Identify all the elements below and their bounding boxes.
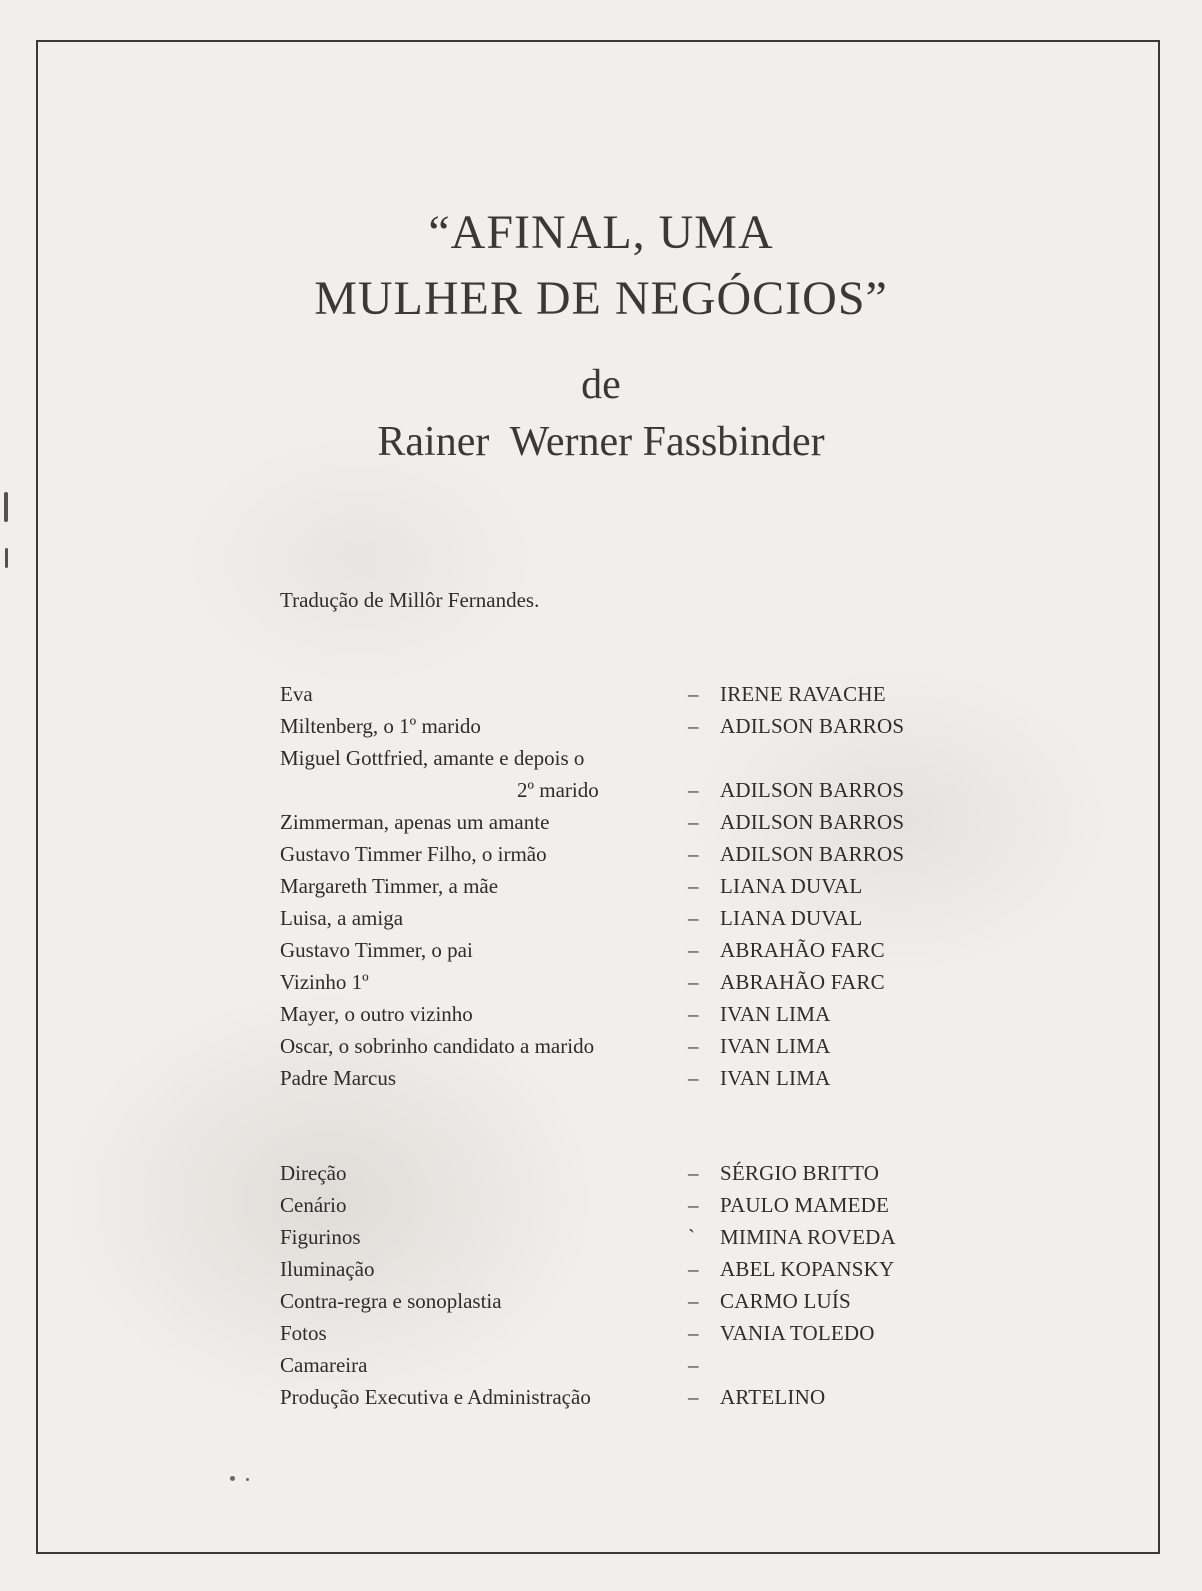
cast-dash: – [688, 874, 699, 898]
cast-actor: ADILSON BARROS [720, 810, 905, 834]
cast-actor: ABRAHÃO FARC [720, 970, 885, 994]
cast-row [280, 1062, 980, 1094]
crew-list [280, 1157, 980, 1413]
cast-role: Mayer, o outro vizinho [280, 1002, 473, 1026]
crew-member: ABEL KOPANSKY [720, 1257, 895, 1281]
cast-row [280, 838, 980, 870]
cast-dash: – [688, 682, 699, 706]
cast-role: Zimmerman, apenas um amante [280, 810, 550, 834]
crew-member: ARTELINO [720, 1385, 826, 1409]
cast-dash: – [688, 714, 699, 738]
crew-role: Fotos [280, 1321, 327, 1345]
cast-role: 2º marido [517, 778, 599, 802]
binding-mark [5, 548, 8, 568]
crew-dash: ` [688, 1225, 695, 1249]
cast-role: Oscar, o sobrinho candidato a marido [280, 1034, 595, 1058]
crew-row [280, 1253, 980, 1285]
crew-role: Contra-regra e sonoplastia [280, 1289, 502, 1313]
cast-actor: LIANA DUVAL [720, 874, 863, 898]
crew-role: Cenário [280, 1193, 347, 1217]
cast-dash: – [688, 810, 699, 834]
cast-role: Luisa, a amiga [280, 906, 404, 930]
play-title-line-1: “AFINAL, UMA [428, 206, 774, 259]
crew-role: Produção Executiva e Administração [280, 1385, 591, 1409]
crew-row [280, 1189, 980, 1221]
play-title-line-2: MULHER DE NEGÓCIOS” [314, 272, 888, 325]
cast-role: Miltenberg, o 1º marido [280, 714, 481, 738]
crew-dash: – [688, 1257, 699, 1281]
crew-row [280, 1221, 980, 1253]
cast-role: Padre Marcus [280, 1066, 397, 1090]
cast-actor: ADILSON BARROS [720, 842, 905, 866]
cast-row [280, 774, 980, 806]
byline-de: de [581, 362, 621, 408]
crew-role: Iluminação [280, 1257, 375, 1281]
crew-member: CARMO LUÍS [720, 1289, 851, 1313]
ink-speck [230, 1476, 235, 1481]
cast-dash: – [688, 906, 699, 930]
cast-actor: IRENE RAVACHE [720, 682, 886, 706]
crew-dash: – [688, 1321, 699, 1345]
author-name: Rainer Werner Fassbinder [377, 419, 825, 465]
crew-row [280, 1285, 980, 1317]
cast-role: Margareth Timmer, a mãe [280, 874, 499, 898]
cast-dash: – [688, 842, 699, 866]
crew-row [280, 1317, 980, 1349]
translation-credit: Tradução de Millôr Fernandes. [280, 588, 540, 612]
crew-row [280, 1349, 980, 1381]
cast-row [280, 870, 980, 902]
cast-list [280, 678, 980, 1094]
cast-row [280, 678, 980, 710]
crew-member: SÉRGIO BRITTO [720, 1161, 880, 1185]
crew-member: MIMINA ROVEDA [720, 1225, 896, 1249]
cast-dash: – [688, 938, 699, 962]
cast-row [280, 934, 980, 966]
cast-actor: IVAN LIMA [720, 1002, 831, 1026]
cast-role: Vizinho 1º [280, 970, 369, 994]
crew-dash: – [688, 1193, 699, 1217]
cast-row [280, 742, 980, 774]
crew-member: VANIA TOLEDO [720, 1321, 875, 1345]
crew-role: Direção [280, 1161, 347, 1185]
ink-speck [246, 1478, 249, 1481]
cast-actor: IVAN LIMA [720, 1066, 831, 1090]
cast-dash: – [688, 1066, 699, 1090]
cast-actor: IVAN LIMA [720, 1034, 831, 1058]
cast-dash: – [688, 970, 699, 994]
cast-role: Miguel Gottfried, amante e depois o [280, 746, 585, 770]
cast-dash: – [688, 1002, 699, 1026]
crew-row [280, 1381, 980, 1413]
cast-row [280, 966, 980, 998]
crew-member: PAULO MAMEDE [720, 1193, 890, 1217]
binding-mark [4, 492, 8, 522]
crew-role: Camareira [280, 1353, 368, 1377]
crew-dash: – [688, 1161, 699, 1185]
cast-role: Gustavo Timmer Filho, o irmão [280, 842, 547, 866]
cast-role: Gustavo Timmer, o pai [280, 938, 473, 962]
crew-dash: – [688, 1385, 699, 1409]
cast-actor: LIANA DUVAL [720, 906, 863, 930]
cast-row [280, 902, 980, 934]
cast-actor: ADILSON BARROS [720, 778, 905, 802]
crew-role: Figurinos [280, 1225, 361, 1249]
crew-dash: – [688, 1289, 699, 1313]
cast-actor: ABRAHÃO FARC [720, 938, 885, 962]
cast-actor: ADILSON BARROS [720, 714, 905, 738]
cast-row [280, 710, 980, 742]
cast-dash: – [688, 778, 699, 802]
cast-role: Eva [280, 682, 313, 706]
crew-row [280, 1157, 980, 1189]
cast-row [280, 1030, 980, 1062]
crew-dash: – [688, 1353, 699, 1377]
cast-row [280, 806, 980, 838]
cast-row [280, 998, 980, 1030]
cast-dash: – [688, 1034, 699, 1058]
